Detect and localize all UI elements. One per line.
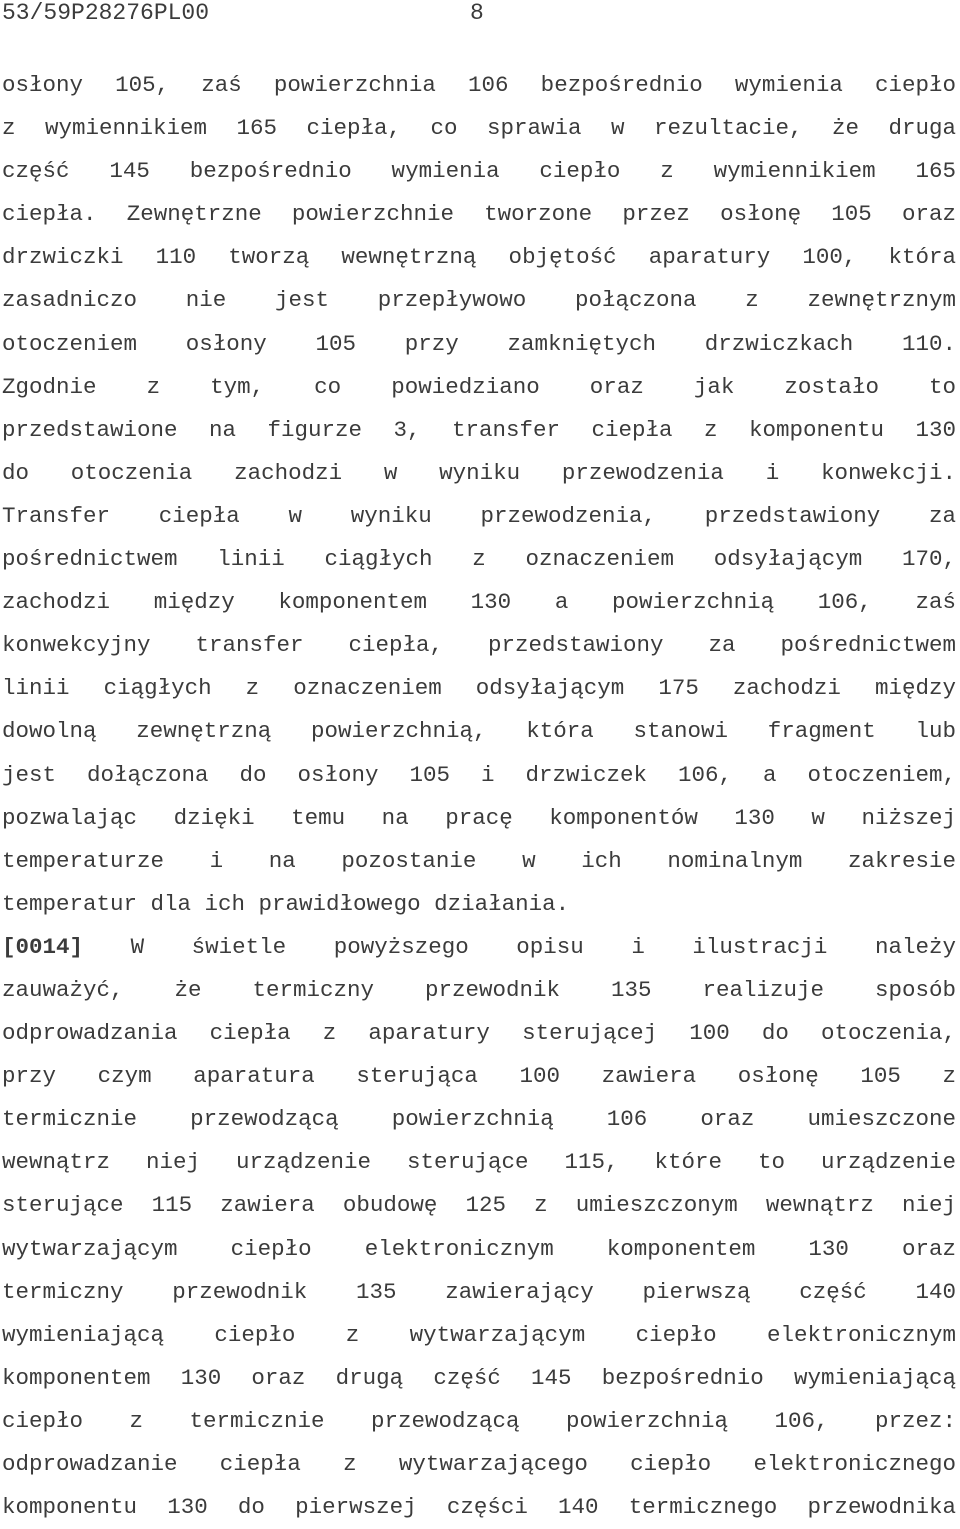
- text-line: pośrednictwem linii ciągłych z oznaczeniem odsyłającym 170,: [2, 546, 956, 573]
- paragraph-first-line-text: W świetle powyższego opisu i ilustracji należy: [130, 933, 956, 960]
- text-line: konwekcyjny transfer ciepła, przedstawiony za pośrednictwem: [2, 632, 956, 659]
- text-line: osłony 105, zaś powierzchnia 106 bezpośrednio wymienia ciepło: [2, 72, 956, 98]
- text-line: komponentu 130 do pierwszej części 140 termicznego przewodnika: [2, 1494, 956, 1521]
- paragraph-0014-first-line: [2, 926, 956, 969]
- text-line: zachodzi między komponentem 130 a powierzchnią 106, zaś: [2, 589, 956, 616]
- text-line: Transfer ciepła w wyniku przewodzenia, przedstawiony za: [2, 502, 956, 529]
- text-line: zauważyć, że termiczny przewodnik 135 realizuje sposób: [2, 976, 956, 1003]
- text-line: ciepło z termicznie przewodzącą powierzchnią 106, przez:: [2, 1407, 956, 1434]
- text-line: przedstawione na figurze 3, transfer ciepła z komponentu 130: [2, 416, 956, 443]
- text-line: ciepła. Zewnętrzne powierzchnie tworzone przez osłonę 105 oraz: [2, 201, 956, 228]
- text-line: linii ciągłych z oznaczeniem odsyłającym 175 zachodzi między: [2, 675, 956, 702]
- text-line: przy czym aparatura sterująca 100 zawiera osłonę 105 z: [2, 1063, 956, 1090]
- text-line: drzwiczki 110 tworzą wewnętrzną objętość aparatury 100, która: [2, 244, 956, 271]
- text-line: wewnątrz niej urządzenie sterujące 115, które to urządzenie: [2, 1149, 956, 1176]
- text-line: do otoczenia zachodzi w wyniku przewodzenia i konwekcji.: [2, 459, 956, 486]
- text-line: odprowadzanie ciepła z wytwarzającego ciepło elektronicznego: [2, 1451, 956, 1477]
- text-line: jest dołączona do osłony 105 i drzwiczek 106, a otoczeniem,: [2, 761, 956, 788]
- text-line: komponentem 130 oraz drugą część 145 bezpośrednio wymieniającą: [2, 1364, 956, 1391]
- text-line: pozwalając dzięki temu na pracę komponentów 130 w niższej: [2, 804, 956, 831]
- text-line: temperaturze i na pozostanie w ich nominalnym zakresie: [2, 847, 956, 874]
- text-line: sterujące 115 zawiera obudowę 125 z umieszczonym wewnątrz niej: [2, 1192, 956, 1219]
- text-line: dowolną zewnętrzną powierzchnią, która stanowi fragment lub: [2, 718, 956, 745]
- text-line: zasadniczo nie jest przepływowo połączona z zewnętrznym: [2, 287, 956, 314]
- document-body: [2, 64, 956, 1529]
- text-line: część 145 bezpośrednio wymienia ciepło z wymiennikiem 165: [2, 158, 956, 185]
- paragraph-number: [0014]: [2, 933, 84, 960]
- text-line: Zgodnie z tym, co powiedziano oraz jak zostało to: [2, 373, 956, 400]
- text-line: otoczeniem osłony 105 przy zamkniętych drzwiczkach 110.: [2, 330, 956, 357]
- text-line: wytwarzającym ciepło elektronicznym komponentem 130 oraz: [2, 1235, 956, 1262]
- text-line: wymieniającą ciepło z wytwarzającym ciepło elektronicznym: [2, 1321, 956, 1348]
- text-line: odprowadzania ciepła z aparatury sterującej 100 do otoczenia,: [2, 1020, 956, 1047]
- text-line: termiczny przewodnik 135 zawierający pierwszą część 140: [2, 1278, 956, 1305]
- text-line: temperatur dla ich prawidłowego działania.: [2, 890, 570, 917]
- page-number: 8: [470, 0, 484, 26]
- text-line: z wymiennikiem 165 ciepła, co sprawia w rezultacie, że druga: [2, 115, 956, 142]
- document-id: 53/59P28276PL00: [2, 0, 210, 26]
- text-line: termicznie przewodzącą powierzchnią 106 oraz umieszczone: [2, 1106, 956, 1133]
- page-header: [0, 0, 960, 26]
